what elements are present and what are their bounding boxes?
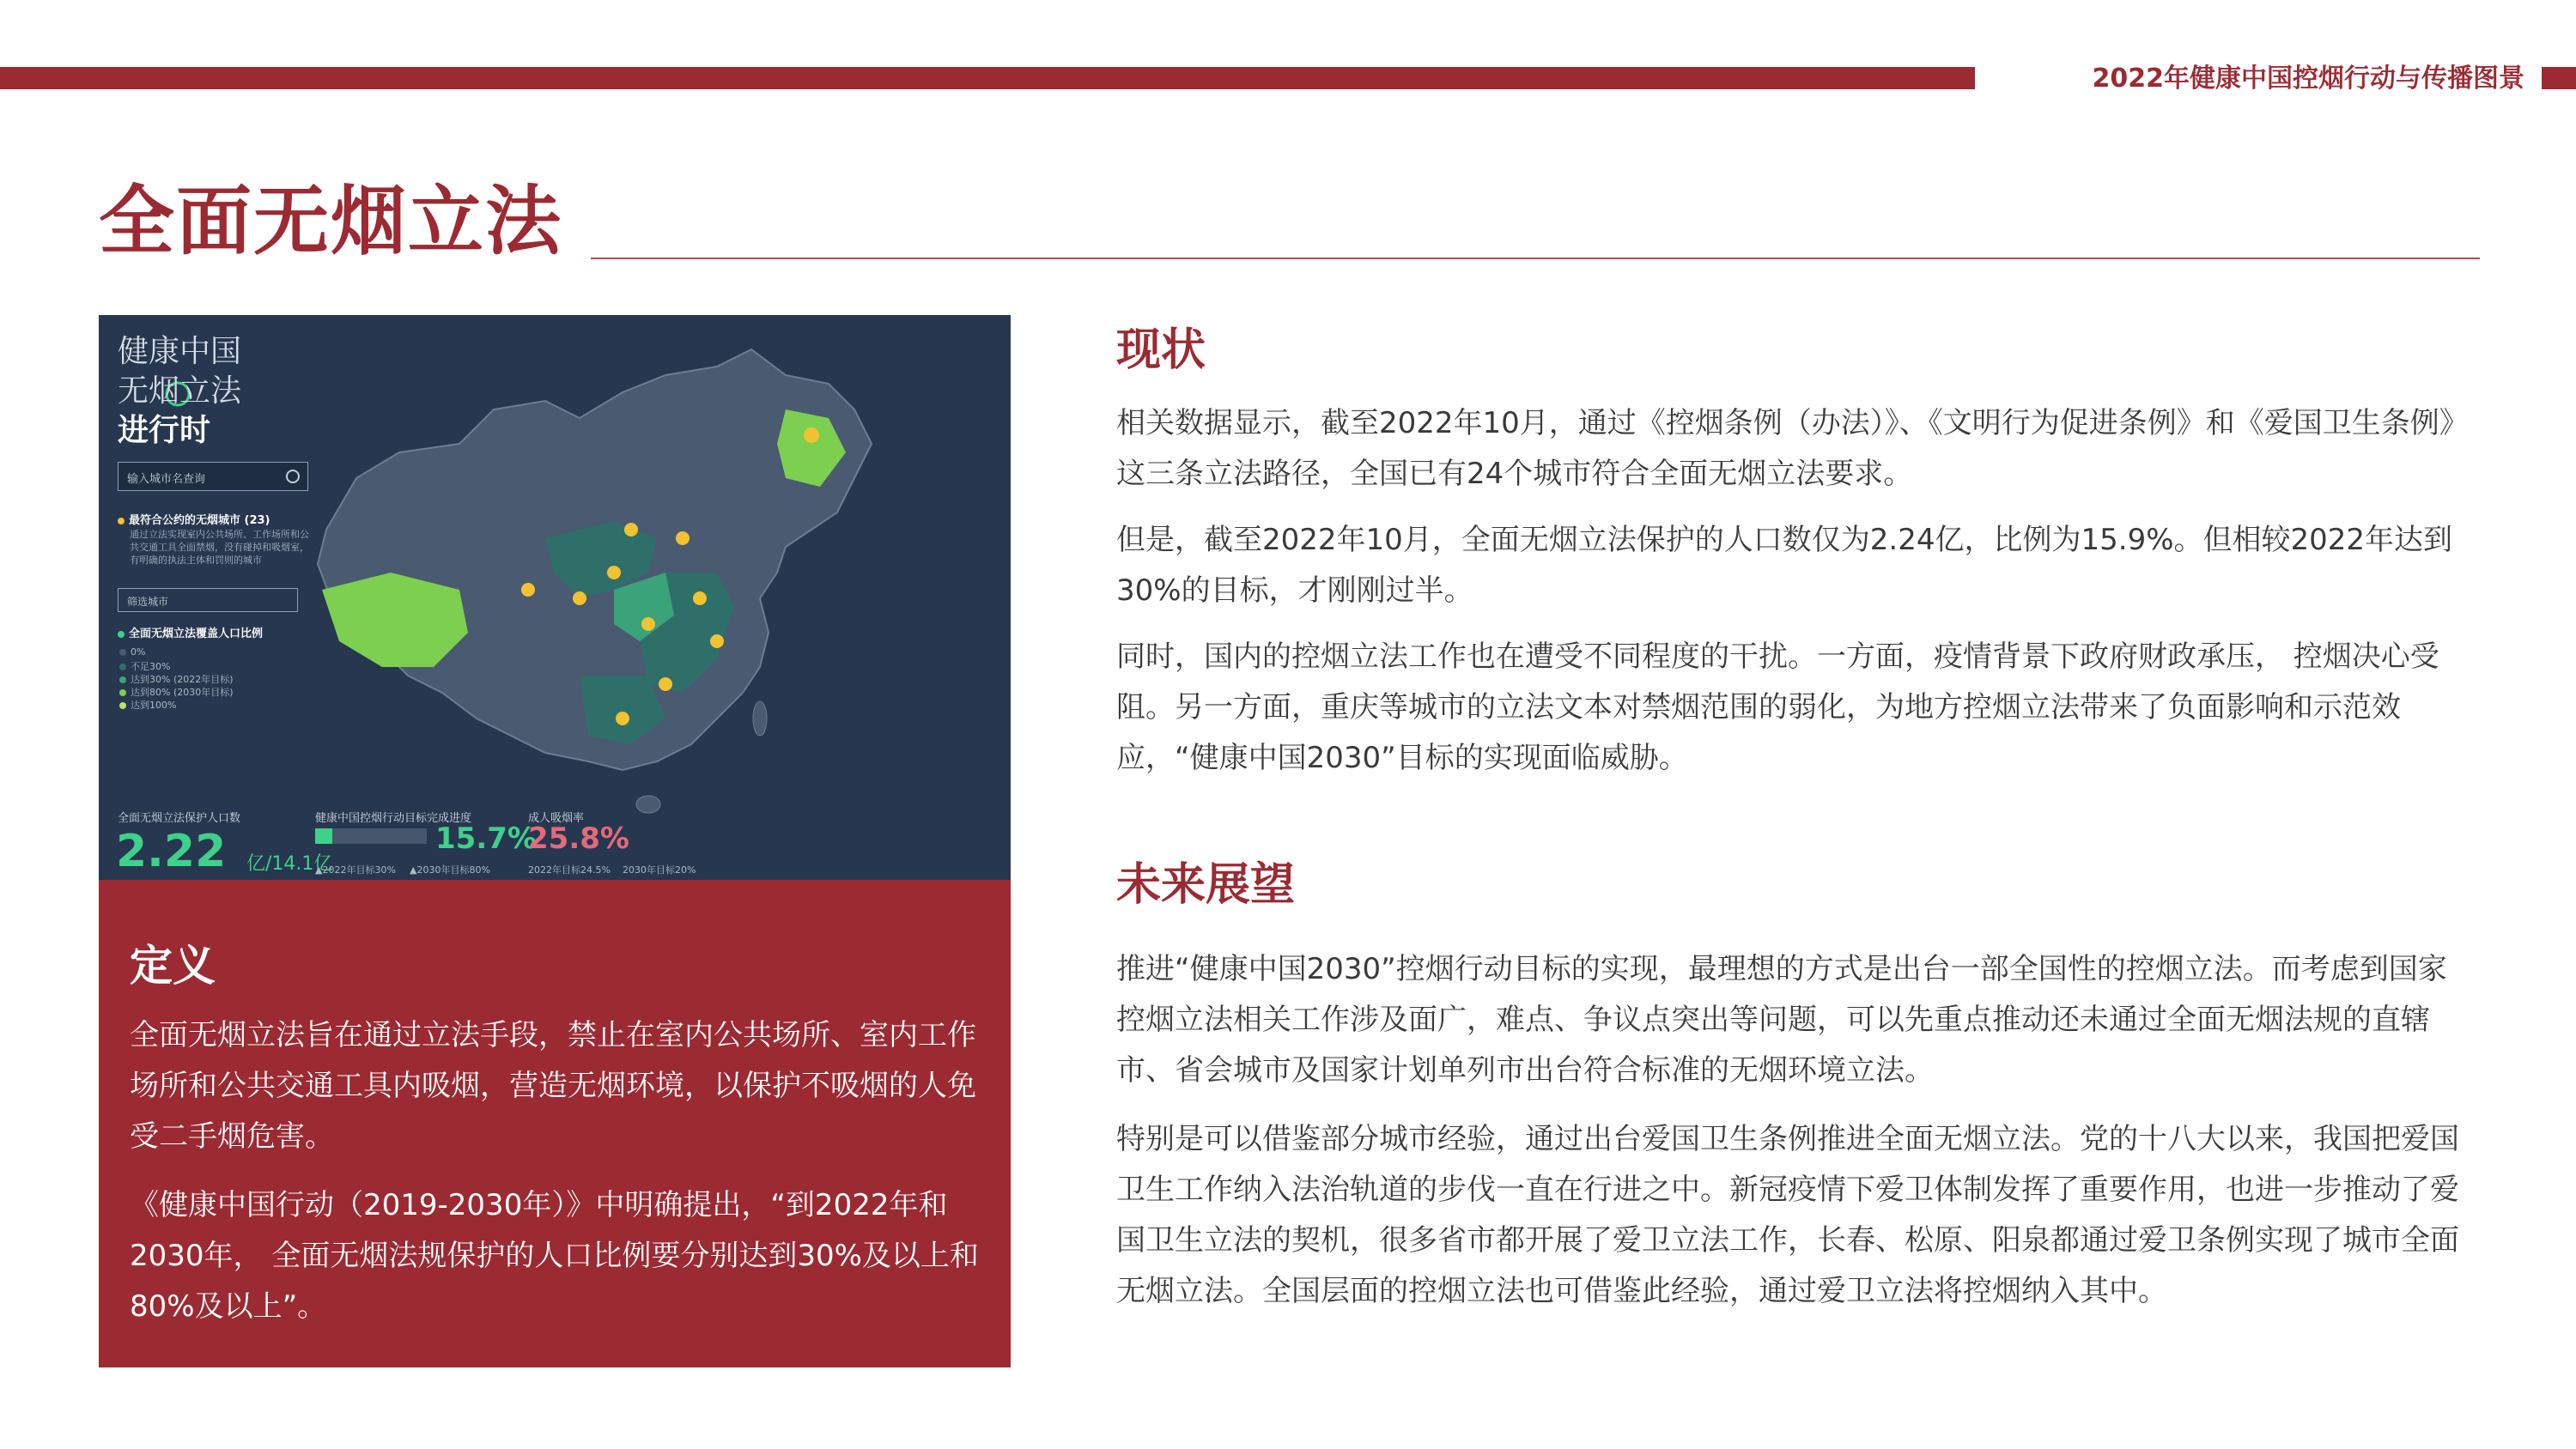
progress-bar-fill [315,828,332,844]
status-paragraph-2: 但是，截至2022年10月，全面无烟立法保护的人口数仅为2.24亿，比例为15.9%。但相较2022年达到30%的目标，才刚刚过半。 [1116,523,2453,608]
map-island [636,796,660,813]
definition-title: 定义 [130,941,216,991]
city-marker [641,617,655,631]
header-bar [0,67,1975,89]
city-search-input[interactable]: 输入城市名查询 [118,462,308,491]
stat-smoking-rate-value: 25.8% [528,822,629,856]
city-marker [616,712,629,725]
stat-progress-label: 健康中国控烟行动目标完成进度 [315,812,472,825]
legend-title-coverage [118,624,263,640]
definition-panel [99,880,1011,1367]
status-title: 现状 [1116,324,1206,376]
city-marker [624,523,638,537]
legend-swatch-icon [119,702,126,709]
stat-progress-value: 15.7% [435,822,537,856]
outlook-title: 未来展望 [1116,859,1296,911]
city-marker [573,591,586,605]
stat-progress-note-2030: ▲2030年目标80% [410,864,490,876]
stat-protected-population-label: 全面无烟立法保护人口数 [118,812,241,825]
city-marker [521,583,535,597]
legend-swatch-icon [119,649,126,656]
page-title: 全面无烟立法 [99,177,563,265]
legend-item: 达到30% (2022年目标) [119,672,234,686]
stat-progress-note-2022: ▲2022年目标30% [315,864,396,876]
map-island [753,701,767,736]
city-filter-select[interactable]: 筛选城市 [118,588,298,612]
outlook-paragraph-2: 特别是可以借鉴部分城市经验，通过出台爱国卫生条例推进全面无烟立法。党的十八大以来，我国把爱国卫生工作纳入法治轨道的步伐一直在行进之中。新冠疫情下爱卫体制发挥了重要作用，也进一步推动了爱国卫生立法的契机，很多省市都开展了爱卫立法工作，长春、松原、阳泉都通过爱卫条例实现了城市全面无烟立法。全国层面的控烟立法也可借鉴此经验，通过爱卫立法将控烟纳入其中。 [1116,1122,2459,1308]
city-marker [804,427,819,443]
legend-title-text: 全面无烟立法覆盖人口比例 [129,627,264,640]
city-marker [676,531,690,545]
city-marker [659,677,672,691]
legend-item: 达到80% (2030年目标) [119,685,234,699]
yellow-dot-icon [118,518,125,524]
map-infographic [99,315,1011,880]
stat-smoking-note-2022: 2022年目标24.5% [528,864,611,876]
definition-paragraph-2: 《健康中国行动（2019-2030年）》中明确提出，“到2022年和2030年， 全面无烟法规保护的人口比例要分别达到30%及以上和80%及以上”。 [130,1188,979,1324]
legend-title-smokefree-cities [118,511,270,527]
green-dot-icon [118,631,125,638]
legend-item: 不足30% [119,659,170,673]
legend-item: 0% [119,646,145,658]
city-marker [607,566,621,579]
stat-protected-population-unit: 亿/14.1亿 [246,853,333,875]
status-paragraph-1: 相关数据显示，截至2022年10月，通过《控烟条例（办法）》、《文明行为促进条例》和《爱国卫生条例》这三条立法路径，全国已有24个城市符合全面无烟立法要求。 [1116,406,2469,491]
map-title-line3: 进行时 [118,413,211,448]
map-title-line1: 健康中国 [118,334,242,369]
search-icon[interactable] [286,470,300,483]
stat-smoking-rate-label: 成人吸烟率 [528,812,585,825]
legend-swatch-icon [119,676,126,683]
definition-paragraph-1: 全面无烟立法旨在通过立法手段，禁止在室内公共场所、室内工作场所和公共交通工具内吸烟，营造无烟环境，以保护不吸烟的人免受二手烟危害。 [130,1018,976,1154]
progress-bar [315,828,427,844]
status-paragraph-3: 同时，国内的控烟立法工作也在遭受不同程度的干扰。一方面，疫情背景下政府财政承压， 控烟决心受阻。另一方面，重庆等城市的立法文本对禁烟范围的弱化，为地方控烟立法带来了负面影响和示范效应，“健康中国2030”目标的实现面临威胁。 [1116,640,2439,775]
stat-protected-population-value: 2.22 [116,826,227,877]
legend-item: 达到100% [119,698,176,712]
header-bar-end [2542,67,2576,89]
outlook-paragraph-1: 推进“健康中国2030”控烟行动目标的实现，最理想的方式是出台一部全国性的控烟立法。而考虑到国家控烟立法相关工作涉及面广，难点、争议点突出等问题，可以先重点推动还未通过全面无烟法规的直辖市、省会城市及国家计划单列市出台符合标准的无烟环境立法。 [1116,952,2447,1088]
legend-swatch-icon [119,689,126,696]
legend-swatch-icon [119,664,126,670]
header-title: 2022年健康中国控烟行动与传播图景 [2092,64,2524,94]
title-divider [591,258,2480,259]
city-marker [693,591,707,605]
map-region-green-west [322,573,468,667]
legend-title-text: 最符合公约的无烟城市 (23) [129,514,270,527]
stat-smoking-note-2030: 2030年目标20% [623,864,696,876]
legend-note: 通过立法实现室内公共场所、工作场所和公共交通工具全面禁烟，没有碰掉和吸烟室，有明确的执法主体和罚则的城市 [130,529,309,566]
map-title-line2: 无烟立法 [118,373,242,409]
city-marker [710,634,724,648]
